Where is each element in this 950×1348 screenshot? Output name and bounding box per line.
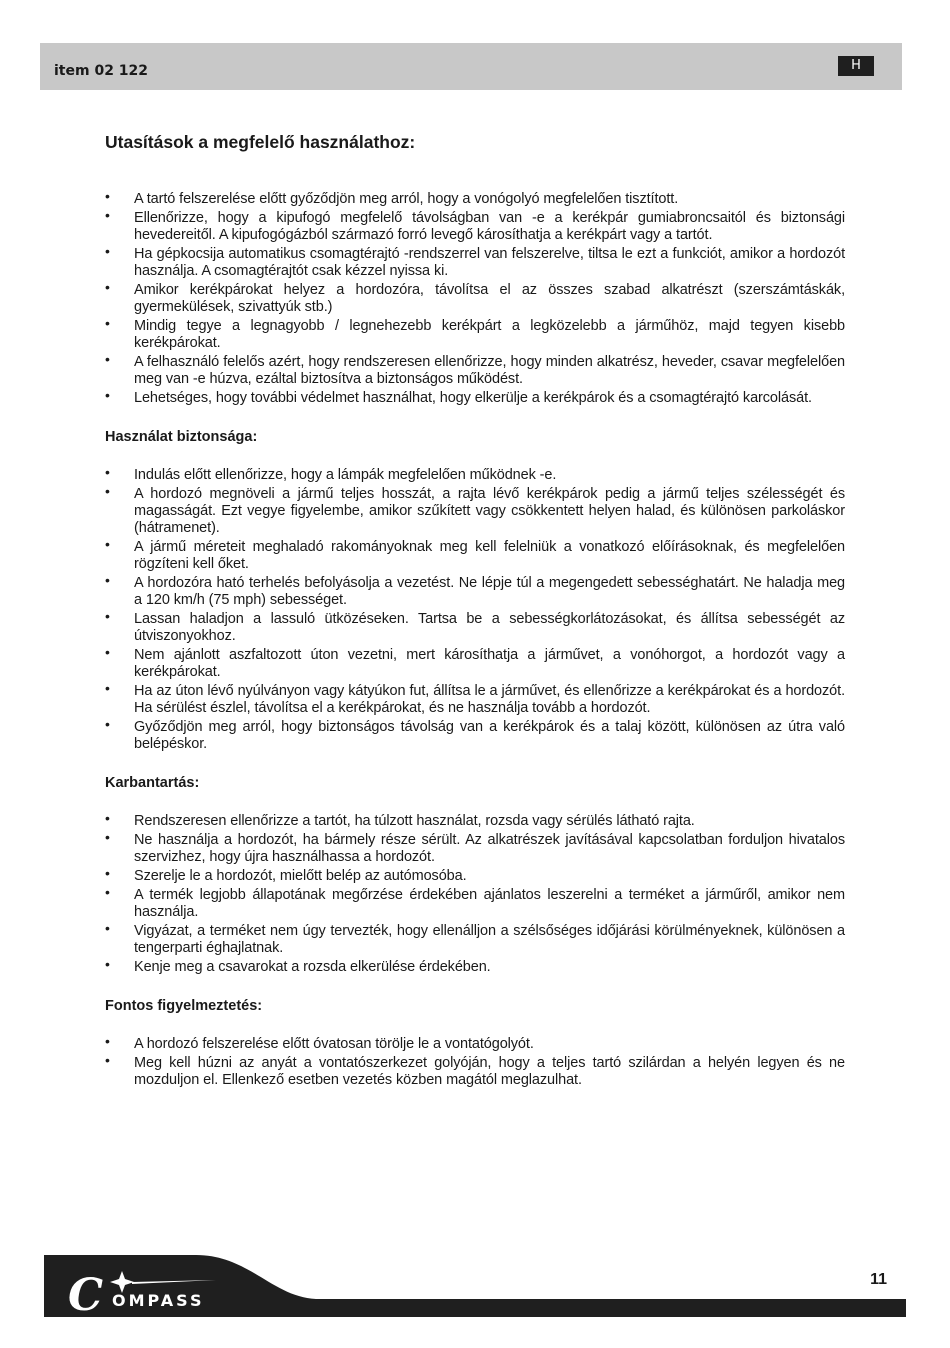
page-number: 11 [870, 1271, 887, 1288]
bullet-icon: • [105, 608, 110, 624]
list-item: • Nem ajánlott aszfaltozott úton vezetni, mert károsíthatja a járművet, a vonóhorgot, a hordozót vagy a kerékpárokat. [105, 644, 845, 680]
bullet-icon: • [105, 483, 110, 499]
list-item: • Győződjön meg arról, hogy biztonságos távolság van a kerékpárok és a talaj között, különösen az útra való belépéskor. [105, 716, 845, 752]
bullet-icon: • [105, 315, 110, 331]
section-heading: Használat biztonsága: [105, 429, 258, 445]
bullet-icon: • [105, 810, 110, 826]
item-code: item 02 122 [54, 63, 149, 79]
bullet-icon: • [105, 644, 110, 660]
language-badge: H [838, 56, 874, 76]
bullet-icon: • [105, 920, 110, 936]
safety-list [105, 464, 845, 753]
list-item: • Amikor kerékpárokat helyez a hordozóra, távolítsa el az összes szabad alkatrészt (szerszámtáskák, gyermekülések, szivattyúk stb.) [105, 279, 845, 315]
list-item: • Ha gépkocsija automatikus csomagtérajtó -rendszerrel van felszerelve, tiltsa le ezt a funkciót, amikor a hordozót használja. A csomagtérajtót csak kézzel nyissa ki. [105, 243, 845, 279]
list-item: • A hordozóra ható terhelés befolyásolja a vezetést. Ne lépje túl a megengedett sebességhatárt. Ne haladja meg a 120 km/h (75 mph) sebességet. [105, 572, 845, 608]
list-item: • Rendszeresen ellenőrizze a tartót, ha túlzott használat, rozsda vagy sérülés látható rajta. [105, 810, 695, 829]
list-item: • Lassan haladjon a lassuló ütközéseken. Tartsa be a sebességkorlátozásokat, és állítsa sebességét az útviszonyokhoz. [105, 608, 845, 644]
logo-initial: C [68, 1270, 104, 1317]
bullet-icon: • [105, 884, 110, 900]
logo-text: OMPASS [112, 1291, 205, 1310]
list-item: • Vigyázat, a terméket nem úgy tervezték, hogy ellenálljon a szélsőséges időjárási körülményeknek, különösen a tengerparti éghajlatnak. [105, 920, 845, 956]
list-item: • A felhasználó felelős azért, hogy rendszeresen ellenőrizze, hogy minden alkatrész, heveder, csavar megfelelően meg van -e húzva, ezáltal biztosítva a biztonságos működést. [105, 351, 845, 387]
section-usage-safety [105, 429, 845, 753]
list-item: • A tartó felszerelése előtt győződjön meg arról, hogy a vonógolyó megfelelően tisztított. [105, 188, 679, 207]
list-item: • A termék legjobb állapotának megőrzése érdekében ajánlatos leszerelni a terméket a járműről, amikor nem használja. [105, 884, 845, 920]
section-maintenance [105, 775, 845, 976]
list-item: • A hordozó felszerelése előtt óvatosan törölje le a vontatógolyót. [105, 1033, 534, 1052]
warning-list [105, 1033, 845, 1089]
bullet-icon: • [105, 188, 110, 204]
list-item: • A hordozó megnöveli a jármű teljes hosszát, a rajta lévő kerékpárok pedig a jármű teljes szélességét és magasságát. Ezt vegye figyelembe, amikor szűkített vagy csökkentett helyen halad, és különösen parkoláskor (hátramenet). [105, 483, 845, 536]
bullet-icon: • [105, 956, 110, 972]
list-item: • Meg kell húzni az anyát a vontatószerkezet golyóján, hogy a teljes tartó szilárdan a helyén legyen és ne mozduljon el. Ellenkező esetben vezetés közben magától meglazulhat. [105, 1052, 845, 1088]
list-item: • Szerelje le a hordozót, mielőtt belép az autómosóba. [105, 865, 467, 884]
section-important-warning [105, 998, 845, 1089]
bullet-icon: • [105, 1033, 110, 1049]
bullet-icon: • [105, 387, 110, 403]
list-item: • A jármű méreteit meghaladó rakományoknak meg kell felelniük a vonatkozó előírásoknak, és megfelelően rögzíteni kell őket. [105, 536, 845, 572]
document-body [105, 132, 845, 1091]
list-item: • Ne használja a hordozót, ha bármely része sérült. Az alkatrészek javításával kapcsolatban forduljon hivatalos szervizhez, hogy újra használhassa a hordozót. [105, 829, 845, 865]
bullet-icon: • [105, 865, 110, 881]
instructions-list [105, 188, 845, 407]
bullet-icon: • [105, 243, 110, 259]
bullet-icon: • [105, 464, 110, 480]
bullet-icon: • [105, 572, 110, 588]
header-bar [40, 43, 902, 90]
list-item: • Ha az úton lévő nyúlványon vagy kátyúkon fut, állítsa le a járművet, és ellenőrizze a kerékpárokat és a hordozót. Ha sérülést észlel, távolítsa el a kerékpárokat, és ne használja tovább a hordozót. [105, 680, 845, 716]
list-item: • Mindig tegye a legnagyobb / legnehezebb kerékpárt a legközelebb a járműhöz, majd tegyen kisebb kerékpárokat. [105, 315, 845, 351]
bullet-icon: • [105, 351, 110, 367]
page-title: Utasítások a megfelelő használathoz: [105, 132, 416, 152]
bullet-icon: • [105, 207, 110, 223]
bullet-icon: • [105, 829, 110, 845]
list-item: • Lehetséges, hogy további védelmet használhat, hogy elkerülje a kerékpárok és a csomagtérajtó karcolását. [105, 387, 812, 406]
list-item: • Indulás előtt ellenőrizze, hogy a lámpák megfelelően működnek -e. [105, 464, 557, 483]
list-item: • Kenje meg a csavarokat a rozsda elkerülése érdekében. [105, 956, 491, 975]
bullet-icon: • [105, 1052, 110, 1068]
footer-brand-bar [44, 1255, 906, 1317]
bullet-icon: • [105, 716, 110, 732]
bullet-icon: • [105, 536, 110, 552]
section-heading: Karbantartás: [105, 775, 200, 791]
bullet-icon: • [105, 680, 110, 696]
section-heading: Fontos figyelmeztetés: [105, 998, 263, 1014]
section-instructions [105, 188, 845, 407]
list-item: • Ellenőrizze, hogy a kipufogó megfelelő távolságban van -e a kerékpár gumiabroncsaitól és biztonsági hevedereitől. A kipufogógázból származó forró levegő károsíthatja a kerékpárt vagy a tartót. [105, 207, 845, 243]
bullet-icon: • [105, 279, 110, 295]
maintenance-list [105, 810, 845, 976]
